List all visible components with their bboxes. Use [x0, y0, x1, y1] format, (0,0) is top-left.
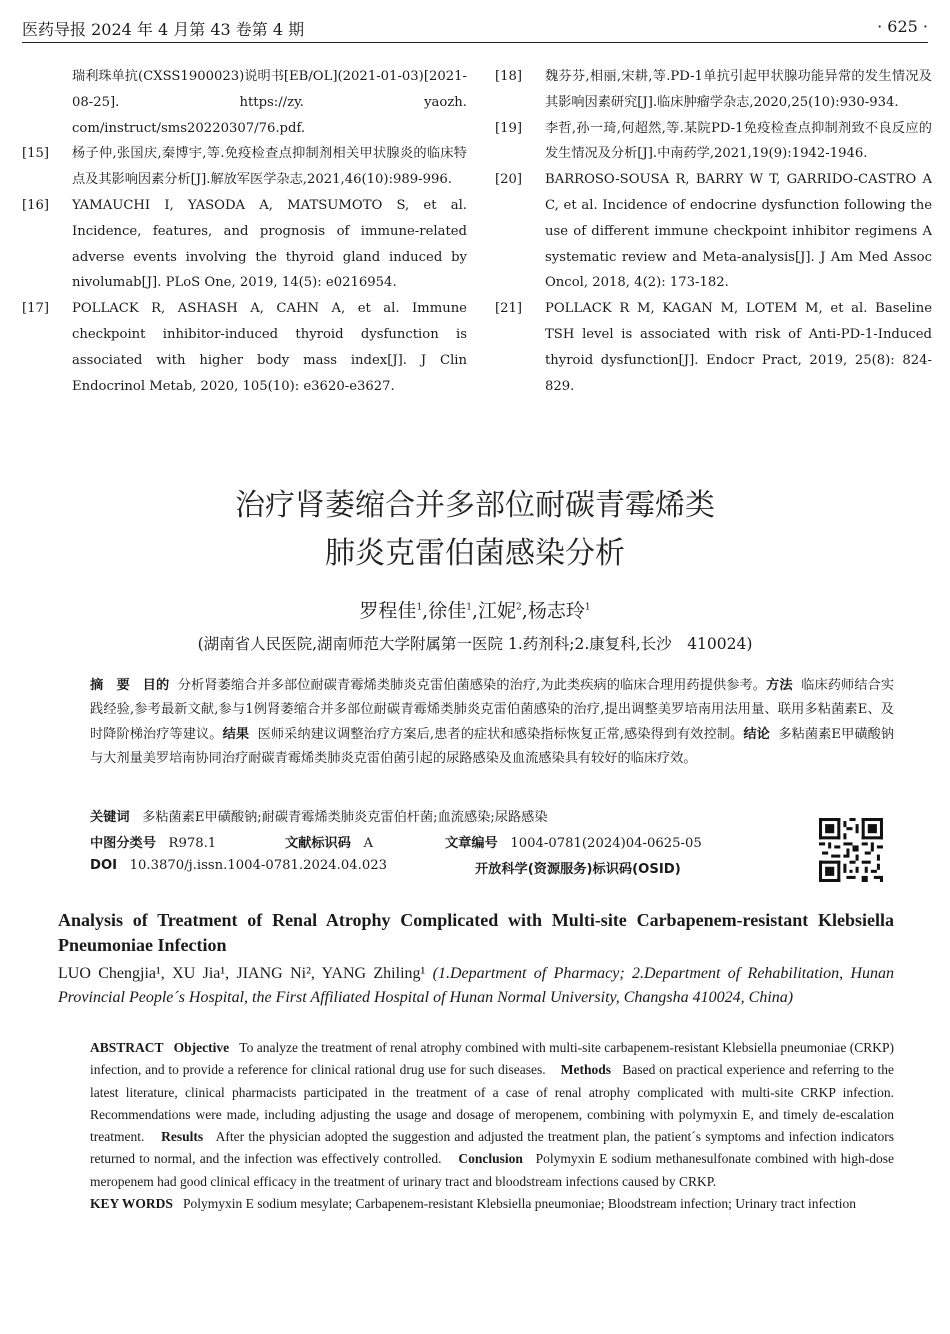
reference-text: POLLACK R M, KAGAN M, LOTEM M, et al. Baseline TSH level is associated with risk of Anti-PD-1-Induced thyroid dysfunction[J]. Endocr Pract, 2019, 25(8): 824-829.	[545, 301, 932, 394]
english-objective-text: To analyze the treatment of renal atrophy combined with multi-site carbapenem-resistant Klebsiella pneumoniae (CRKP) infection, and to provide a reference for clinical rational drug use for such diseases.	[90, 1040, 895, 1078]
methods-text: 临床药师结合实践经验,参考最新文献,参与1例肾萎缩合并多部位耐碳青霉烯类肺炎克雷伯菌感染的治疗,提出调整美罗培南用法用量、联用多粘菌素E、及时降阶梯治疗等建议。	[90, 678, 895, 742]
reference-text: 瑞利珠单抗(CXSS1900023)说明书[EB/OL](2021-01-03)[2021-08-25]. https://zy. yaozh. com/instruct/sms20220307/76.pdf.	[72, 69, 467, 136]
english-conclusion-text: Polymyxin E sodium methanesulfonate combined with high-dose meropenem had good clinical efficacy in the treatment of urinary tract and bloodstream infections caused by CRKP.	[90, 1151, 895, 1189]
references-left-column	[22, 64, 467, 399]
keywords-text: 多粘菌素E甲磺酸钠;耐碳青霉烯类肺炎克雷伯杆菌;血流感染;尿路感染	[142, 810, 548, 825]
clc-number: 中图分类号 R978.1	[90, 836, 217, 851]
results-label: 结果	[222, 726, 250, 742]
reference-text: 杨子仲,张国庆,秦博宇,等.免疫检查点抑制剂相关甲状腺炎的临床特点及其影响因素分析[J].解放军医学杂志,2021,46(10):989-996.	[72, 146, 467, 188]
reference-item	[22, 141, 467, 193]
english-methods-label: Methods	[560, 1062, 611, 1078]
abstract-chinese	[58, 674, 894, 771]
abstract-label: 摘 要	[90, 678, 130, 693]
english-title: Analysis of Treatment of Renal Atrophy Complicated with Multi-site Carbapenem-resistant Klebsiella Pneumoniae Infection	[58, 910, 894, 955]
english-results-text: After the physician adopted the suggestion and adjusted the treatment plan, the patient´s symptoms and infection indicators returned to normal, and the infection was effectively controlled.	[90, 1129, 895, 1167]
keywords-chinese	[90, 806, 548, 825]
author-name: 杨志玲	[527, 600, 585, 622]
english-methods-text: Based on practical experience and referring to the latest literature, clinical pharmacists participated in the treatment of a case of renal atrophy complicated with multi-site CRKP infection. Recommendations were made, including adjusting the usage and dosage of meropenem, combining with polymyxin E, and timely de-escalation treatment.	[90, 1062, 894, 1145]
reference-item	[495, 116, 932, 168]
reference-text: POLLACK R, ASHASH A, CAHN A, et al. Immune checkpoint inhibitor-induced thyroid dysfunction is associated with higher body mass index[J]. J Clin Endocrinol Metab, 2020, 105(10): e3620-e3627.	[72, 301, 467, 394]
english-abstract-label: ABSTRACT	[90, 1040, 164, 1055]
objective-label: 目的	[142, 678, 170, 693]
article-number: 文章编号 1004-0781(2024)04-0625-05	[445, 836, 702, 851]
english-keywords-text: Polymyxin E sodium mesylate; Carbapenem-resistant Klebsiella pneumoniae; Bloodstream infection; Urinary tract infection	[183, 1196, 856, 1212]
methods-label: 方法	[766, 678, 793, 693]
author-list: 罗程佳$^1$,徐佳$^1$,江妮$^2$,杨志玲$^1$	[359, 600, 591, 622]
osid-label: 开放科学(资源服务)标识码(OSID)	[475, 862, 681, 877]
english-authors	[58, 962, 894, 1010]
abstract-english	[58, 1037, 894, 1215]
reference-number: [16]	[22, 197, 50, 213]
author-name: 江妮	[478, 600, 517, 622]
qr-code-icon[interactable]	[819, 818, 883, 882]
reference-text: BARROSO-SOUSA R, BARRY W T, GARRIDO-CASTRO A C, et al. Incidence of endocrine dysfunction following the use of different immune checkpoint inhibitor regimens A systematic review and Meta-analysis[J]. J Am Med Assoc Oncol, 2018, 4(2): 173-182.	[545, 172, 932, 291]
reference-item	[495, 167, 932, 296]
conclusion-text: 多粘菌素E甲磺酸钠与大剂量美罗培南协同治疗耐碳青霉烯类肺炎克雷伯菌引起的尿路感染及血流感染具有较好的临床疗效。	[90, 726, 895, 766]
title-line-2: 肺炎克雷伯菌感染分析	[325, 536, 625, 571]
reference-number: [17]	[22, 301, 50, 317]
reference-number: [15]	[22, 146, 50, 162]
reference-item	[22, 296, 467, 399]
running-header	[22, 14, 928, 43]
reference-number: [20]	[495, 172, 523, 188]
reference-item	[495, 64, 932, 116]
reference-text: 李哲,孙一琦,何超然,等.某院PD-1免疫检查点抑制剂致不良反应的发生情况及分析[J].中南药学,2021,19(9):1942-1946.	[545, 120, 932, 162]
reference-number: [18]	[495, 69, 523, 84]
keywords-label: 关键词	[90, 810, 130, 825]
title-line-1: 治疗肾萎缩合并多部位耐碳青霉烯类	[235, 488, 715, 523]
author-name: 徐佳	[428, 600, 467, 622]
english-conclusion-label: Conclusion	[458, 1151, 523, 1167]
conclusion-label: 结论	[743, 726, 770, 742]
reference-item	[495, 296, 932, 399]
reference-number: [21]	[495, 301, 523, 317]
affiliation: (湖南省人民医院,湖南师范大学附属第一医院 1.药剂科;2.康复科,长沙 410024)	[197, 635, 753, 653]
article-title	[0, 482, 950, 578]
english-results-label: Results	[161, 1129, 204, 1145]
page-number: · 625 ·	[877, 17, 928, 36]
document-code: 文献标识码 A	[285, 836, 374, 851]
english-affiliation: (1.Department of Pharmacy; 2.Department of Rehabilitation, Hunan Provincial People´s Hospital, the First Affiliated Hospital of Hunan Normal University, Changsha 410024, China)	[58, 965, 895, 1006]
english-objective-label: Objective	[173, 1040, 230, 1055]
reference-item	[22, 193, 467, 296]
english-author-names: LUO Chengjia¹, XU Jia¹, JIANG Ni², YANG Zhiling¹	[58, 965, 426, 982]
objective-text: 分析肾萎缩合并多部位耐碳青霉烯类肺炎克雷伯菌感染的治疗,为此类疾病的临床合理用药提供参考。	[177, 678, 767, 693]
journal-issue: 医药导报 2024 年 4 月第 43 卷第 4 期	[22, 20, 305, 39]
references-right-column	[495, 64, 932, 399]
reference-text: YAMAUCHI I, YASODA A, MATSUMOTO S, et al. Incidence, features, and prognosis of immune-related adverse events involving the thyroid gland induced by nivolumab[J]. PLoS One, 2019, 14(5): e0216954.	[72, 197, 467, 291]
reference-number: [19]	[495, 120, 523, 136]
english-keywords-label: KEY WORDS	[90, 1196, 173, 1212]
reference-text: 魏芬芬,相丽,宋耕,等.PD-1单抗引起甲状腺功能异常的发生情况及其影响因素研究[J].临床肿瘤学杂志,2020,25(10):930-934.	[545, 69, 932, 110]
reference-item	[22, 64, 467, 141]
results-text: 医师采纳建议调整治疗方案后,患者的症状和感染指标恢复正常,感染得到有效控制。	[257, 726, 744, 742]
author-name: 罗程佳	[359, 600, 417, 622]
doi: DOI 10.3870/j.issn.1004-0781.2024.04.023	[90, 858, 388, 873]
